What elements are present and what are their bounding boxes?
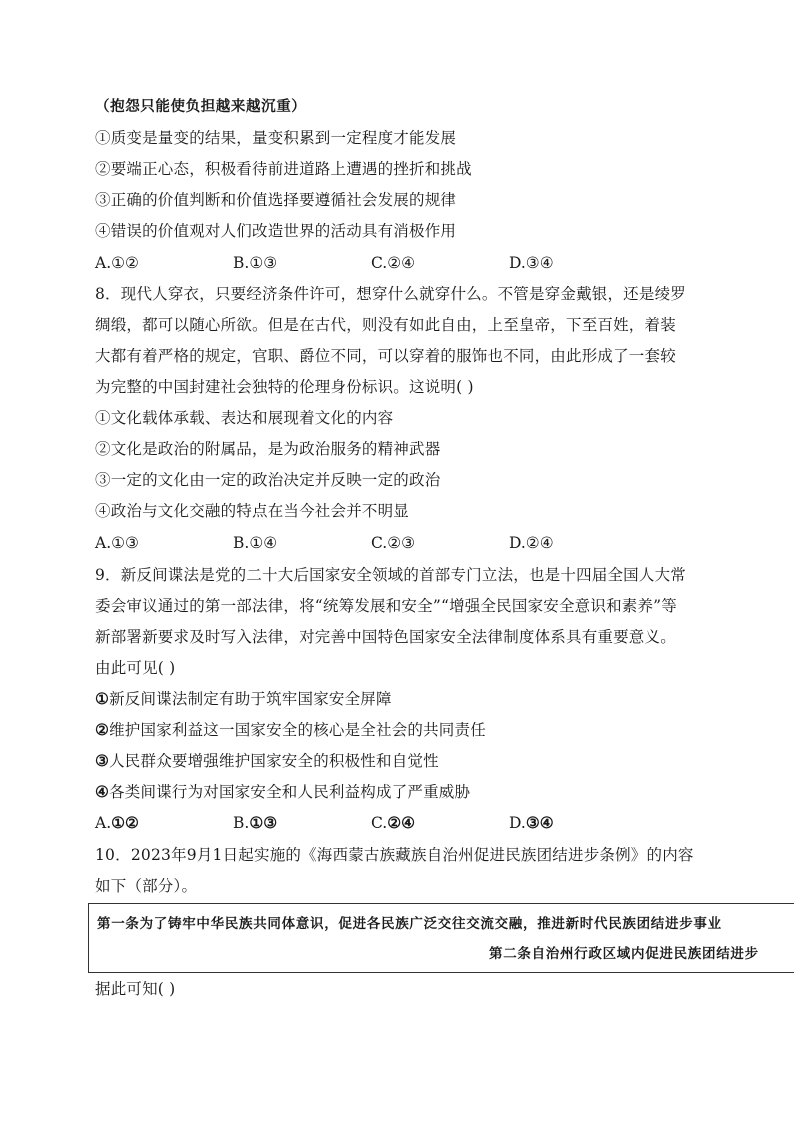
q7-option-a[interactable]: A.①② bbox=[95, 254, 139, 272]
q9-item-3-num: ③ bbox=[95, 751, 110, 770]
q9-option-c-nums: ②④ bbox=[387, 813, 416, 832]
q9-item-4 bbox=[95, 782, 470, 802]
q9-option-c-letter: C. bbox=[371, 814, 388, 832]
q10-ending: 据此可知( ) bbox=[95, 980, 176, 998]
q9-option-a-letter: A. bbox=[95, 814, 112, 832]
q8-stem-line-1: 8．现代人穿衣，只要经济条件许可，想穿什么就穿什么。不管是穿金戴银，还是绫罗 bbox=[95, 285, 686, 303]
q9-stem-line-1: 9．新反间谍法是党的二十大后国家安全领域的首部专门立法，也是十四届全国人大常 bbox=[95, 566, 686, 584]
q9-item-2-num: ② bbox=[95, 720, 110, 739]
q7-note: （抱怨只能使负担越来越沉重） bbox=[95, 98, 307, 115]
q9-option-d-letter: D. bbox=[509, 814, 526, 832]
q9-item-1-text: 新反间谍法制定有助于筑牢国家安全屏障 bbox=[109, 690, 392, 708]
q7-option-d[interactable]: D.③④ bbox=[509, 254, 554, 272]
q7-item-4: ④错误的价值观对人们改造世界的活动具有消极作用 bbox=[95, 222, 457, 240]
q10-excerpt-article-2: 第二条自治州行政区域内促进民族团结进步 bbox=[489, 946, 759, 962]
q9-option-b[interactable] bbox=[233, 813, 277, 833]
q9-item-1-num: ① bbox=[95, 689, 110, 708]
q8-option-c[interactable]: C.②③ bbox=[371, 534, 416, 552]
q7-item-2: ②要端正心态，积极看待前进道路上遭遇的挫折和挑战 bbox=[95, 160, 472, 178]
q7-item-3: ③正确的价值判断和价值选择要遵循社会发展的规律 bbox=[95, 191, 457, 209]
q8-stem-line-4: 为完整的中国封建社会独特的伦理身份标识。这说明( ) bbox=[95, 378, 474, 396]
q8-option-d[interactable]: D.②④ bbox=[509, 534, 554, 552]
q8-item-4: ④政治与文化交融的特点在当今社会并不明显 bbox=[95, 502, 410, 520]
q9-option-c[interactable] bbox=[371, 813, 415, 833]
q9-item-2-text: 维护国家利益这一国家安全的核心是全社会的共同责任 bbox=[109, 721, 486, 739]
q9-option-d[interactable] bbox=[509, 813, 554, 833]
q8-option-a[interactable]: A.①③ bbox=[95, 534, 139, 552]
q9-stem-line-2: 委会审议通过的第一部法律，将“统筹发展和安全”“增强全民国家安全意识和素养”等 bbox=[95, 597, 677, 615]
q10-stem-line-1: 10．2023年9月1日起实施的《海西蒙古族藏族自治州促进民族团结进步条例》的内容 bbox=[95, 846, 694, 864]
q8-stem-line-2: 绸缎，都可以随心所欲。但是在古代，则没有如此自由，上至皇帝，下至百姓，着装 bbox=[95, 316, 676, 334]
q10-excerpt-article-1: 第一条为了铸牢中华民族共同体意识，促进各民族广泛交往交流交融，推进新时代民族团结进步事业 bbox=[97, 916, 722, 932]
q9-item-2 bbox=[95, 720, 486, 740]
q10-excerpt-box bbox=[88, 903, 794, 973]
q9-item-3 bbox=[95, 751, 439, 771]
q9-item-3-text: 人民群众要增强维护国家安全的积极性和自觉性 bbox=[109, 752, 439, 770]
q7-item-1: ①质变是量变的结果，量变积累到一定程度才能发展 bbox=[95, 129, 457, 147]
q8-item-2: ②文化是政治的附属品，是为政治服务的精神武器 bbox=[95, 440, 441, 458]
q9-stem-line-4: 由此可见( ) bbox=[95, 659, 176, 677]
q9-item-4-text: 各类间谍行为对国家安全和人民利益构成了严重威胁 bbox=[109, 783, 471, 801]
q9-option-b-nums: ①③ bbox=[249, 813, 278, 832]
q8-option-b[interactable]: B.①④ bbox=[233, 534, 278, 552]
q9-option-a[interactable] bbox=[95, 813, 139, 833]
q9-option-d-nums: ③④ bbox=[525, 813, 554, 832]
q8-stem-line-3: 大都有着严格的规定，官职、爵位不同，可以穿着的服饰也不同，由此形成了一套较 bbox=[95, 347, 676, 365]
q10-stem-line-2: 如下（部分）。 bbox=[95, 877, 198, 895]
q7-option-c[interactable]: C.②④ bbox=[371, 254, 416, 272]
q7-option-b[interactable]: B.①③ bbox=[233, 254, 278, 272]
q9-option-b-letter: B. bbox=[233, 814, 250, 832]
q9-item-4-num: ④ bbox=[95, 782, 110, 801]
q8-item-1: ①文化载体承载、表达和展现着文化的内容 bbox=[95, 409, 394, 427]
q8-item-3: ③一定的文化由一定的政治决定并反映一定的政治 bbox=[95, 471, 441, 489]
q9-item-1 bbox=[95, 689, 392, 709]
q9-option-a-nums: ①② bbox=[111, 813, 139, 832]
q9-stem-line-3: 新部署新要求及时写入法律，对完善中国特色国家安全法律制度体系具有重要意义。 bbox=[95, 628, 676, 646]
